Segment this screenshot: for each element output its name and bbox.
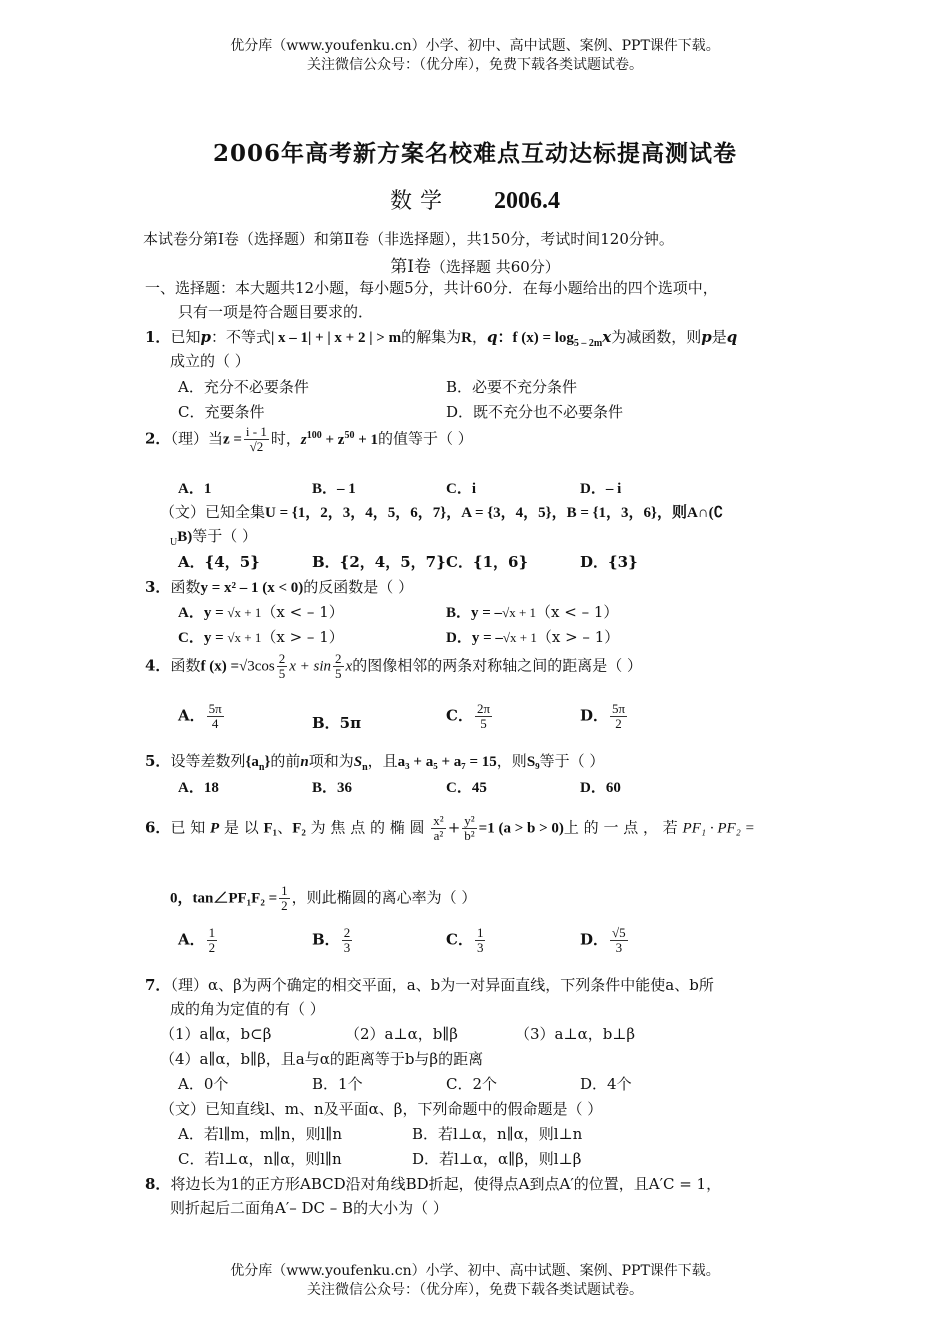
q6-stem	[145, 814, 755, 843]
q5-stem	[145, 750, 604, 773]
exam-title: 2006年高考新方案名校难点互动达标提高测试卷	[212, 140, 737, 167]
q2-option-d[interactable]: D．– i	[580, 481, 622, 497]
q2-wen-sub: U	[170, 537, 178, 548]
q2-frac-num: i - 1	[245, 424, 267, 439]
q7-line1: （理）α、β为两个确定的相交平面，a、b为一对异面直线，下列条件中能使a、b所	[170, 976, 714, 994]
q1-option-a[interactable]: A．充分不必要条件	[178, 378, 309, 396]
q4-frac-2-den: 5	[335, 666, 342, 681]
q2-power: 50	[344, 429, 355, 441]
q2-var-z: z =	[222, 431, 242, 448]
q3-b-root: √x + 1	[502, 605, 537, 620]
q4-frac-1-den: 5	[278, 666, 286, 681]
q5-seq: }	[264, 754, 271, 770]
q6-frac-y-num: y²	[464, 813, 475, 828]
q5-sum: S	[353, 754, 363, 770]
q2-wen-stem	[160, 501, 723, 522]
q6-frac-x	[431, 814, 445, 843]
q1-inequality: | x – 1| + | x + 2 | > m	[270, 330, 402, 346]
q7-condition-1: （1）a∥α，b⊂β	[160, 1025, 272, 1043]
q6-text: 是 以	[223, 818, 259, 837]
q1-function: f (x) = log	[512, 330, 574, 346]
q7-option-b[interactable]: B．1个	[312, 1075, 363, 1093]
q1-log-base: 5 – 2m	[573, 338, 603, 349]
q2-option-b[interactable]: B．– 1	[312, 481, 356, 497]
q8-num: 8．	[145, 1175, 171, 1193]
q7-option-c[interactable]: C．2个	[446, 1075, 498, 1093]
q6-b-label: B．	[312, 930, 340, 949]
q7-option-d[interactable]: D．4个	[580, 1075, 632, 1093]
q7-condition-4: （4）a∥α，b∥β，且a与α的距离等于b与β的距离	[160, 1050, 484, 1068]
q8-stem	[145, 1173, 721, 1194]
q4-expr: x	[345, 658, 353, 675]
q3-stem	[145, 576, 413, 597]
q3-option-d[interactable]	[446, 626, 619, 647]
q6-d-num: √5	[612, 925, 626, 940]
exam-intro: 本试卷分第Ⅰ卷（选择题）和第Ⅱ卷（非选择题），共150分，考试时间120分钟。	[143, 230, 674, 248]
part1-title: 第Ⅰ卷	[390, 257, 431, 277]
q4-a-num: 5π	[208, 701, 222, 716]
q4-frac-2	[333, 652, 344, 681]
q5-sum-sub: n	[362, 762, 368, 773]
q4-frac-1-num: 2	[278, 651, 286, 666]
q1-text: 的解集为	[401, 328, 462, 346]
q6-half-den: 2	[281, 898, 288, 913]
q3-text: 函数	[170, 578, 201, 596]
q2-wen-option-a[interactable]: A．{4，5}	[178, 553, 260, 571]
q7-wen-option-a[interactable]: A．若l∥m，m∥n，则l∥n	[178, 1125, 342, 1143]
q2-expr: + z	[321, 431, 345, 448]
q2-expr: + 1	[354, 431, 379, 448]
q3-a-lhs: A．y =	[178, 605, 228, 621]
q6-text: ，则此椭圆的离心率为（ ）	[291, 888, 477, 907]
q5-num: 5．	[145, 752, 171, 770]
q4-function: f (x) =	[200, 658, 239, 675]
q6-a-den: 2	[208, 940, 216, 955]
q6-a-frac	[207, 926, 218, 955]
q3-function: y = x² – 1 (x < 0)	[200, 580, 304, 596]
q5-s9: S₉	[526, 754, 540, 770]
q2-power: 100	[306, 429, 322, 441]
q6-text: 、	[277, 818, 293, 837]
q4-expr: x + sin	[289, 658, 332, 675]
q4-stem	[145, 652, 642, 681]
q2-option-c[interactable]: C．i	[446, 481, 477, 497]
q3-b-domain: （x < – 1）	[536, 603, 619, 621]
q1-text: 为减函数，则	[611, 328, 702, 346]
q5-text: 项和为	[308, 752, 354, 770]
q5-option-a[interactable]: A．18	[178, 780, 219, 796]
q4-option-c[interactable]	[446, 702, 494, 731]
q5-option-b[interactable]: B．36	[312, 780, 353, 796]
q1-set-r: R	[461, 330, 472, 346]
q3-d-domain: （x > – 1）	[536, 628, 620, 646]
q5-text: 等于（ ）	[539, 752, 605, 770]
q4-d-frac	[610, 702, 627, 731]
q6-f1: F₁	[263, 820, 278, 837]
q7-condition-3: （3）a⊥α，b⊥β	[515, 1025, 636, 1043]
q6-condition: =1 (a > b > 0)	[478, 820, 564, 837]
q1-text: ：	[497, 328, 513, 346]
q3-c-root: √x + 1	[227, 630, 262, 645]
q3-a-root: √x + 1	[227, 605, 262, 620]
q4-a-label: A．	[178, 706, 205, 725]
q4-num: 4．	[145, 656, 171, 675]
header-line-1: 优分库（www.youfenku.cn）小学、初中、高中试题、案例、PPT课件下载。	[230, 38, 720, 54]
q2-wen-sets: U = {1，2，3，4，5，6，7}，A = {3，4，5}，B = {1，3，6}，则	[265, 505, 687, 521]
q4-option-b[interactable]: B．5π	[312, 714, 362, 732]
q1-var-x: x	[602, 328, 612, 346]
q4-c-label: C．	[446, 706, 473, 725]
q4-c-frac	[475, 702, 492, 731]
q5-seq-sub: n	[258, 762, 265, 773]
q6-num: 6．	[145, 818, 171, 837]
q6-var-p: P	[210, 820, 220, 837]
q1-stem	[145, 326, 737, 349]
q1-num: 1．	[145, 328, 171, 346]
q3-option-b[interactable]	[446, 601, 618, 622]
q6-option-d[interactable]	[580, 926, 630, 955]
q2-wen-option-b[interactable]: B．{2，4，5，7}	[312, 553, 446, 571]
q6-c-label: C．	[446, 930, 473, 949]
q2-wen-option-c[interactable]: C．{1，6}	[446, 553, 529, 571]
q6-stem-line2	[170, 884, 476, 913]
section1-line1: 一、选择题：本大题共12小题，每小题5分，共计60分．在每小题给出的四个选项中，	[145, 279, 718, 297]
q1-text: ，	[471, 328, 487, 346]
q2-text: （理）当	[170, 429, 223, 448]
q6-frac-y-den: b²	[464, 828, 475, 843]
q4-a-den: 4	[211, 716, 219, 731]
q7-condition-2: （2）a⊥α，b∥β	[345, 1025, 458, 1043]
q6-d-label: D．	[580, 930, 609, 949]
q2-fraction	[244, 425, 269, 454]
q6-text: 为 焦 点 的 椭 圆	[310, 818, 425, 837]
q5-condition: a₃ + a₅ + a₇ = 15	[397, 754, 497, 770]
q8-stem-line2: 则折起后二面角A′– DC – B的大小为（ ）	[170, 1199, 448, 1217]
q6-c-frac	[475, 926, 486, 955]
q1-var-q: q	[486, 328, 498, 346]
footer-line-2: 关注微信公众号：（优分库），免费下载各类试题试卷。	[307, 1282, 643, 1298]
q4-option-d[interactable]	[580, 702, 629, 731]
q4-d-label: D．	[580, 706, 609, 725]
part1-heading	[0, 252, 950, 277]
q7-wen-option-b[interactable]: B．若l⊥α，n∥α，则l⊥n	[412, 1125, 583, 1143]
q1-option-b[interactable]: B．必要不充分条件	[446, 378, 578, 396]
q3-option-c[interactable]	[178, 626, 344, 647]
q4-frac-1	[277, 652, 288, 681]
q2-wen-expr: B)	[177, 529, 193, 545]
q4-root3: √3	[239, 658, 255, 675]
q6-frac-y	[462, 814, 476, 843]
q1-var-p: p	[200, 328, 211, 346]
q1-text: ：不等式	[210, 328, 271, 346]
q6-option-a[interactable]	[178, 926, 219, 955]
q4-d-num: 5π	[612, 701, 626, 716]
header-line-2: 关注微信公众号：（优分库），免费下载各类试题试卷。	[307, 57, 643, 73]
q7-num: 7．	[145, 976, 171, 994]
q2-stem	[145, 425, 473, 454]
q7-wen-stem: （文）已知直线l、m、n及平面α、β，下列命题中的假命题是（ ）	[160, 1100, 603, 1118]
part1-note: （选择题 共60分）	[430, 258, 560, 276]
q6-option-b[interactable]	[312, 926, 354, 955]
q1-var-q: q	[726, 328, 738, 346]
q3-c-domain: （x > – 1）	[261, 628, 344, 646]
q3-c-lhs: C．y =	[178, 630, 228, 646]
footer-line-1: 优分库（www.youfenku.cn）小学、初中、高中试题、案例、PPT课件下载。	[230, 1263, 720, 1279]
q5-seq: {a	[245, 754, 259, 770]
q5-var-n: n	[300, 754, 309, 770]
subject-line	[0, 184, 950, 215]
q6-vector-product: PF₁ · PF₂ =	[682, 820, 755, 837]
q2-text: 时，	[270, 429, 301, 448]
q1-text: 已知	[170, 328, 201, 346]
q1-text: 是	[711, 328, 727, 346]
q6-frac-half	[279, 884, 290, 913]
q3-a-domain: （x < – 1）	[261, 603, 344, 621]
q6-d-frac	[610, 926, 628, 955]
q6-option-c[interactable]	[446, 926, 487, 955]
q2-wen-expr: A∩(∁	[686, 505, 724, 521]
q4-cos: cos	[254, 658, 275, 675]
q5-text: ，则	[496, 752, 527, 770]
section1-line2: 只有一项是符合题目要求的．	[178, 303, 374, 321]
q3-b-lhs: B．y = –	[446, 605, 503, 621]
q5-option-d[interactable]: D．60	[580, 780, 621, 796]
q6-c-num: 1	[476, 925, 484, 940]
subject-name: 数学	[389, 189, 450, 214]
q4-frac-2-num: 2	[335, 651, 342, 666]
q2-wen-stem-line2	[170, 525, 257, 548]
q1-option-d[interactable]: D．既不充分也不必要条件	[446, 403, 624, 421]
q8-line1: 将边长为1的正方形ABCD沿对角线BD折起，使得点A到点A′的位置，且A′C = 1，	[170, 1175, 722, 1193]
q7-option-a[interactable]: A．0个	[178, 1075, 229, 1093]
q1-var-p: p	[701, 328, 712, 346]
q7-wen-option-c[interactable]: C．若l⊥α，n∥α，则l∥n	[178, 1150, 342, 1168]
q2-wen-option-d[interactable]: D．{3}	[580, 553, 638, 571]
q6-frac-x-num: x²	[433, 813, 444, 828]
q2-option-a[interactable]: A．1	[178, 481, 212, 497]
q2-frac-den: √2	[249, 439, 264, 454]
q5-text: 的前	[270, 752, 301, 770]
q4-option-a[interactable]	[178, 702, 226, 731]
q3-num: 3．	[145, 578, 171, 596]
subject-date: 2006.4	[494, 188, 560, 214]
q4-a-frac	[207, 702, 224, 731]
q2-wen-text: 等于（ ）	[192, 527, 258, 545]
q6-text: 已 知	[170, 818, 206, 837]
q6-a-num: 1	[208, 925, 216, 940]
q2-text: 的值等于（ ）	[378, 429, 473, 448]
q4-text: 的图像相邻的两条对称轴之间的距离是（ ）	[352, 656, 642, 675]
q6-a-label: A．	[178, 930, 205, 949]
q4-c-num: 2π	[476, 701, 491, 716]
q6-b-den: 3	[343, 940, 351, 955]
q6-tan: 0，tan∠PF₁F₂ =	[170, 890, 278, 907]
q2-wen-text: （文）已知全集	[160, 503, 266, 521]
q5-option-c[interactable]: C．45	[446, 780, 487, 796]
q6-half-num: 1	[281, 883, 288, 898]
q3-d-root: √x + 1	[502, 630, 537, 645]
q5-text: 设等差数列	[170, 752, 246, 770]
q6-c-den: 3	[476, 940, 484, 955]
q3-d-lhs: D．y = –	[446, 630, 503, 646]
q3-option-a[interactable]	[178, 601, 344, 622]
q1-option-c[interactable]: C．充要条件	[178, 403, 265, 421]
q7-wen-option-d[interactable]: D．若l⊥α，α∥β，则l⊥β	[412, 1150, 582, 1168]
q3-text: 的反函数是（ ）	[303, 578, 414, 596]
q6-frac-x-den: a²	[433, 828, 444, 843]
q6-f2: F₂	[292, 820, 306, 837]
q4-text: 函数	[170, 656, 201, 675]
q6-b-num: 2	[343, 925, 351, 940]
q2-num: 2．	[145, 429, 171, 448]
q2-expr: z	[300, 431, 307, 448]
q4-c-den: 5	[480, 716, 487, 731]
q7-stem	[145, 974, 714, 995]
q6-d-den: 3	[615, 940, 623, 955]
q6-b-frac	[342, 926, 353, 955]
q6-plus: +	[447, 818, 461, 837]
q6-text: 上 的 一 点 ， 若	[563, 818, 678, 837]
q5-text: ，且	[367, 752, 398, 770]
q4-d-den: 2	[615, 716, 622, 731]
q7-stem-line2: 成的角为定值的有（ ）	[170, 1000, 325, 1018]
q1-stem-line2: 成立的（ ）	[170, 352, 250, 370]
